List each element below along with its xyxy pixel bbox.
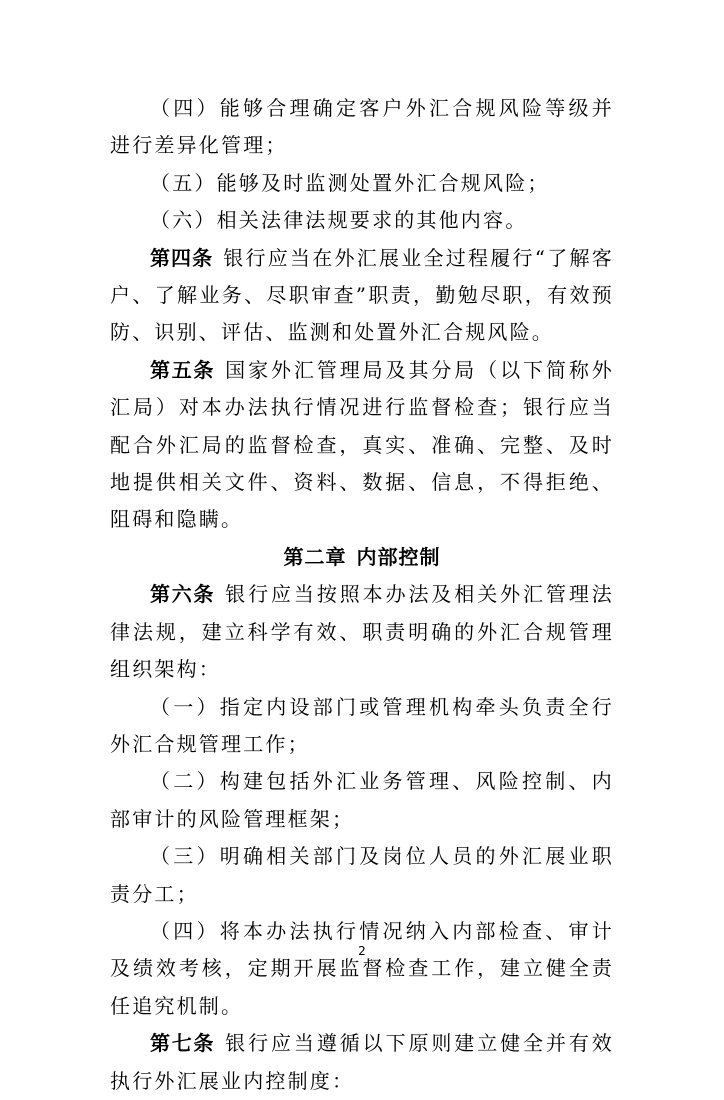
list-item-5: （五）能够及时监测处置外汇合规风险； (150, 170, 550, 195)
page-number: 2 (358, 944, 366, 958)
chapter-heading (110, 539, 614, 576)
article-5-text: 国家外汇管理局及其分局（以下简称外汇局）对本办法执行情况进行监督检查；银行应当配合外汇局的监督检查，真实、准确、完整、及时地提供相关文件、资料、数据、信息，不得拒绝、阻碍和隐瞒。 (110, 357, 615, 532)
article-6-heading: 第六条 (150, 582, 216, 607)
article-5-heading: 第五条 (150, 357, 216, 382)
article-7 (110, 1025, 614, 1100)
chapter-title: 内部控制 (356, 544, 441, 569)
article-6-item-1: （一）指定内设部门或管理机构牵头负责全行外汇合规管理工作； (110, 694, 614, 756)
article-7-heading: 第七条 (150, 1031, 216, 1056)
article-6-text: 银行应当按照本办法及相关外汇管理法律法规，建立科学有效、职责明确的外汇合规管理组织架构： (110, 582, 615, 682)
article-4-heading: 第四条 (150, 245, 214, 270)
article-6-item-4: （四）将本办法执行情况纳入内部检查、审计及绩效考核，定期开展监督检查工作，建立健全责任追究机制。 (110, 918, 614, 1018)
article-6-item-2: （二）构建包括外汇业务管理、风险控制、内部审计的风险管理框架； (110, 769, 614, 831)
list-item-6: （六）相关法律法规要求的其他内容。 (150, 208, 528, 233)
article-4 (110, 240, 614, 352)
chapter-number: 第二章 (283, 544, 347, 569)
article-6 (110, 576, 614, 688)
article-7-text: 银行应当遵循以下原则建立健全并有效执行外汇展业内控制度： (110, 1031, 615, 1093)
article-4-text: 银行应当在外汇展业全过程履行“了解客户、了解业务、尽职审查”职责，勤勉尽职，有效预防、识别、评估、监测和处置外汇合规风险。 (110, 245, 615, 345)
article-5 (110, 352, 614, 539)
article-6-item-3: （三）明确相关部门及岗位人员的外汇展业职责分工； (110, 844, 614, 906)
list-item-4: （四）能够合理确定客户外汇合规风险等级并进行差异化管理； (110, 96, 614, 158)
